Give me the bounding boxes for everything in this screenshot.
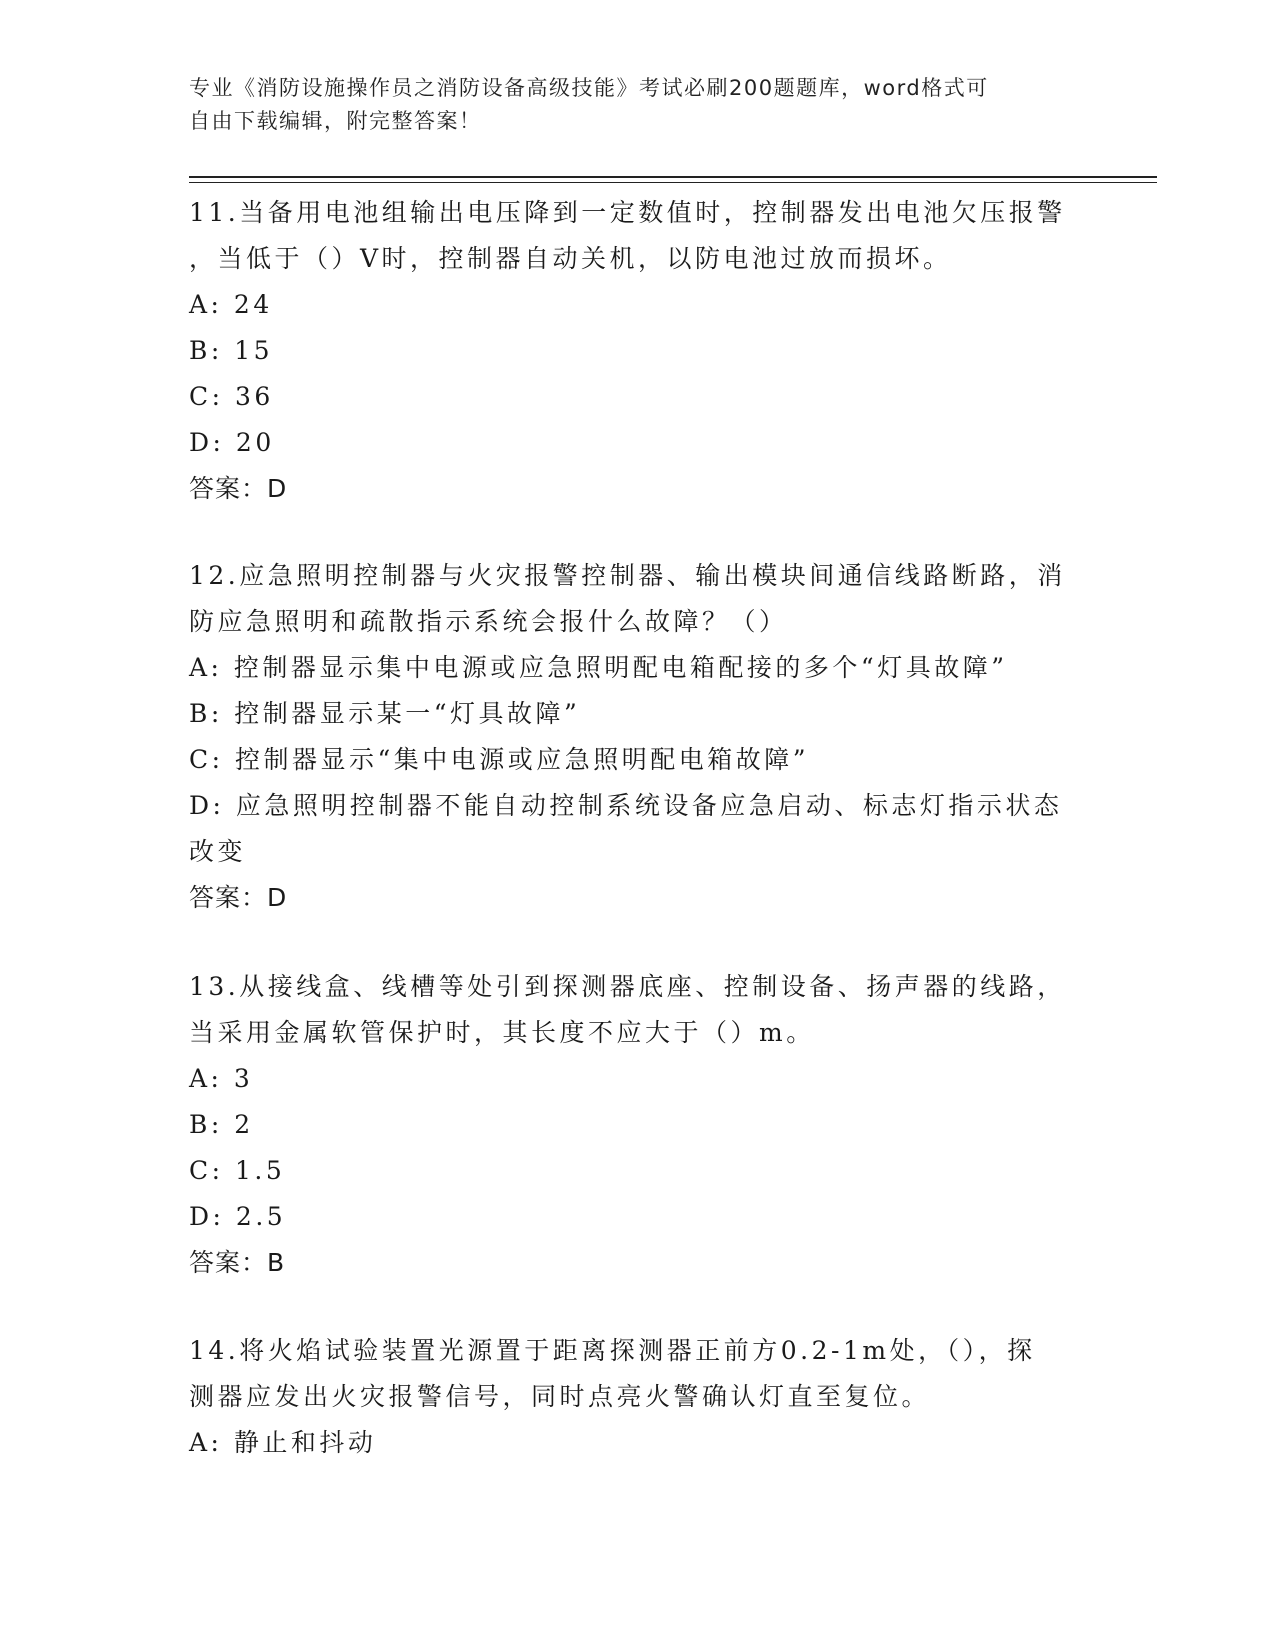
option-a: A: 静止和抖动 [189, 1428, 377, 1457]
option-a: A: 3 [189, 1064, 254, 1093]
answer: 答案：D [189, 883, 288, 912]
option-c: C: 1.5 [189, 1156, 286, 1185]
option-b: B: 2 [189, 1110, 254, 1139]
header-line-2: 自由下载编辑，附完整答案！ [189, 109, 482, 133]
answer: 答案：D [189, 474, 288, 503]
question-12 [189, 553, 1089, 921]
question-stem-line: 14.将火焰试验装置光源置于距离探测器正前方0.2-1m处，（），探 [189, 1336, 1036, 1365]
question-stem-line: 测器应发出火灾报警信号，同时点亮火警确认灯直至复位。 [189, 1382, 931, 1411]
option-b: B: 15 [189, 336, 274, 365]
option-c: C: 控制器显示“集中电源或应急照明配电箱故障” [189, 745, 810, 774]
option-d-continuation: 改变 [189, 837, 247, 866]
header-divider-thick [189, 176, 1157, 178]
header-line-1: 专业《消防设施操作员之消防设备高级技能》考试必刷200题题库，word格式可 [189, 76, 989, 100]
document-header [189, 72, 1089, 138]
option-d: D: 应急照明控制器不能自动控制系统设备应急启动、标志灯指示状态 [189, 791, 1063, 820]
question-13 [189, 964, 1089, 1286]
question-stem-line: 防应急照明和疏散指示系统会报什么故障？（） [189, 607, 788, 636]
question-11 [189, 190, 1089, 512]
question-stem-line: 12.应急照明控制器与火灾报警控制器、输出模块间通信线路断路，消 [189, 561, 1066, 590]
question-stem-line: ，当低于（）V时，控制器自动关机，以防电池过放而损坏。 [189, 244, 952, 273]
option-c: C: 36 [189, 382, 274, 411]
question-stem-line: 11.当备用电池组输出电压降到一定数值时，控制器发出电池欠压报警 [189, 198, 1066, 227]
option-a: A: 24 [189, 290, 273, 319]
answer: 答案：B [189, 1248, 286, 1277]
option-d: D: 2.5 [189, 1202, 287, 1231]
question-stem-line: 13.从接线盒、线槽等处引到探测器底座、控制设备、扬声器的线路， [189, 972, 1066, 1001]
question-14 [189, 1328, 1089, 1466]
option-b: B: 控制器显示某一“灯具故障” [189, 699, 581, 728]
question-stem-line: 当采用金属软管保护时，其长度不应大于（）m。 [189, 1018, 815, 1047]
option-a: A: 控制器显示集中电源或应急照明配电箱配接的多个“灯具故障” [189, 653, 1008, 682]
header-divider-thin [189, 182, 1157, 183]
option-d: D: 20 [189, 428, 275, 457]
